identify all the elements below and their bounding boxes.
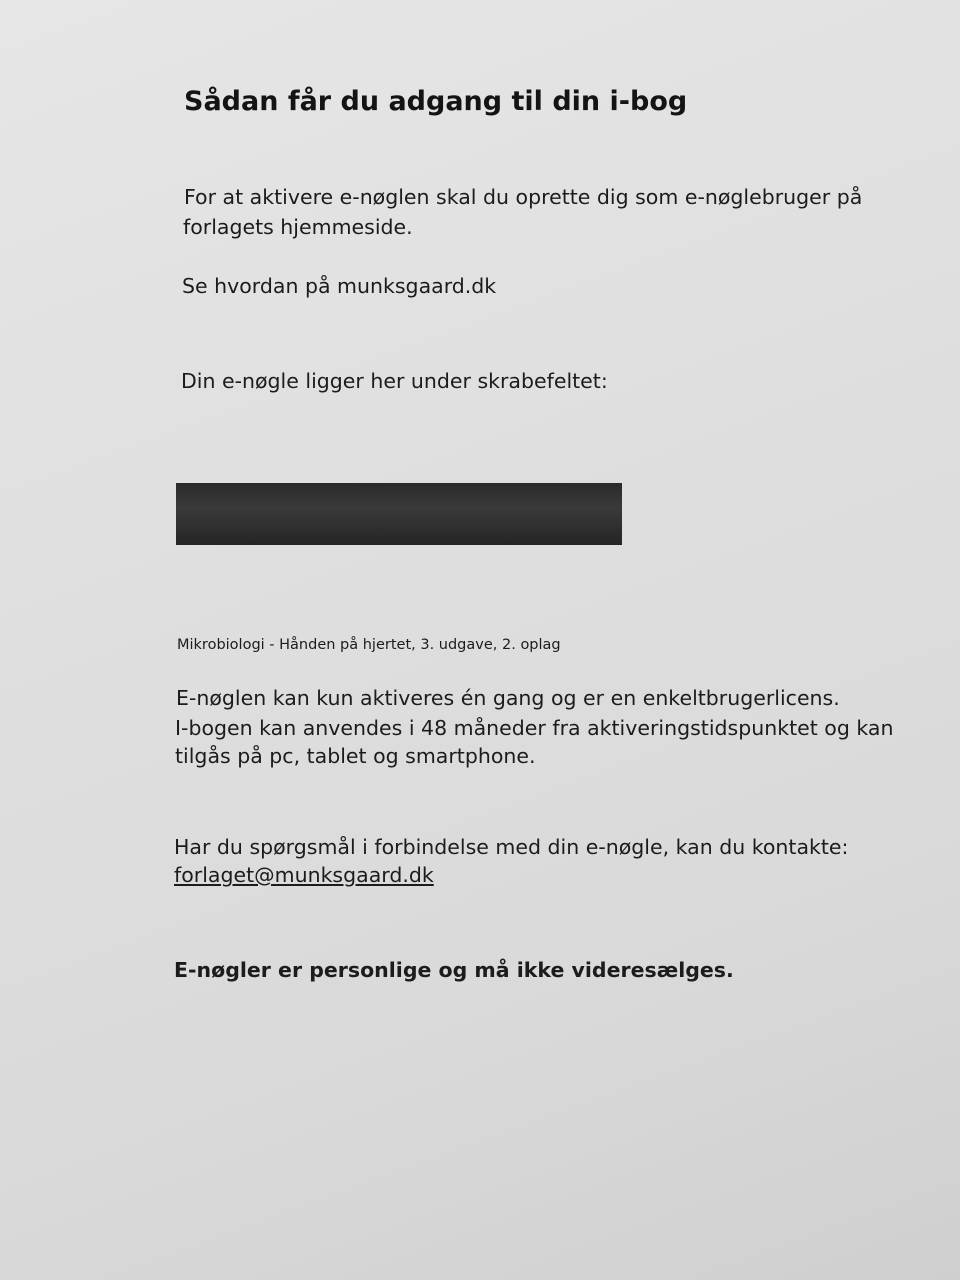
contact-text: Har du spørgsmål i forbindelse med din e-nøgle, kan du kontakte:: [174, 835, 849, 859]
scratch-field[interactable]: [176, 483, 622, 545]
book-title: Mikrobiologi - Hånden på hjertet, 3. udgave, 2. oplag: [177, 637, 561, 653]
page-title: Sådan får du adgang til din i-bog: [184, 86, 688, 117]
license-line-1: E-nøglen kan kun aktiveres én gang og er en enkeltbrugerlicens.: [176, 686, 840, 710]
key-label: Din e-nøgle ligger her under skrabefeltet:: [181, 369, 608, 393]
email-link[interactable]: forlaget@munksgaard.dk: [174, 863, 434, 887]
license-line-3: tilgås på pc, tablet og smartphone.: [175, 744, 536, 768]
see-how-text: Se hvordan på munksgaard.dk: [182, 274, 497, 298]
intro-line-1: For at aktivere e-nøglen skal du oprette dig som e-nøglebruger på: [184, 185, 863, 209]
intro-line-2: forlagets hjemmeside.: [183, 215, 413, 239]
license-line-2: I-bogen kan anvendes i 48 måneder fra aktiveringstidspunktet og kan: [175, 716, 894, 740]
warning-text: E-nøgler er personlige og må ikke videresælges.: [174, 958, 734, 982]
